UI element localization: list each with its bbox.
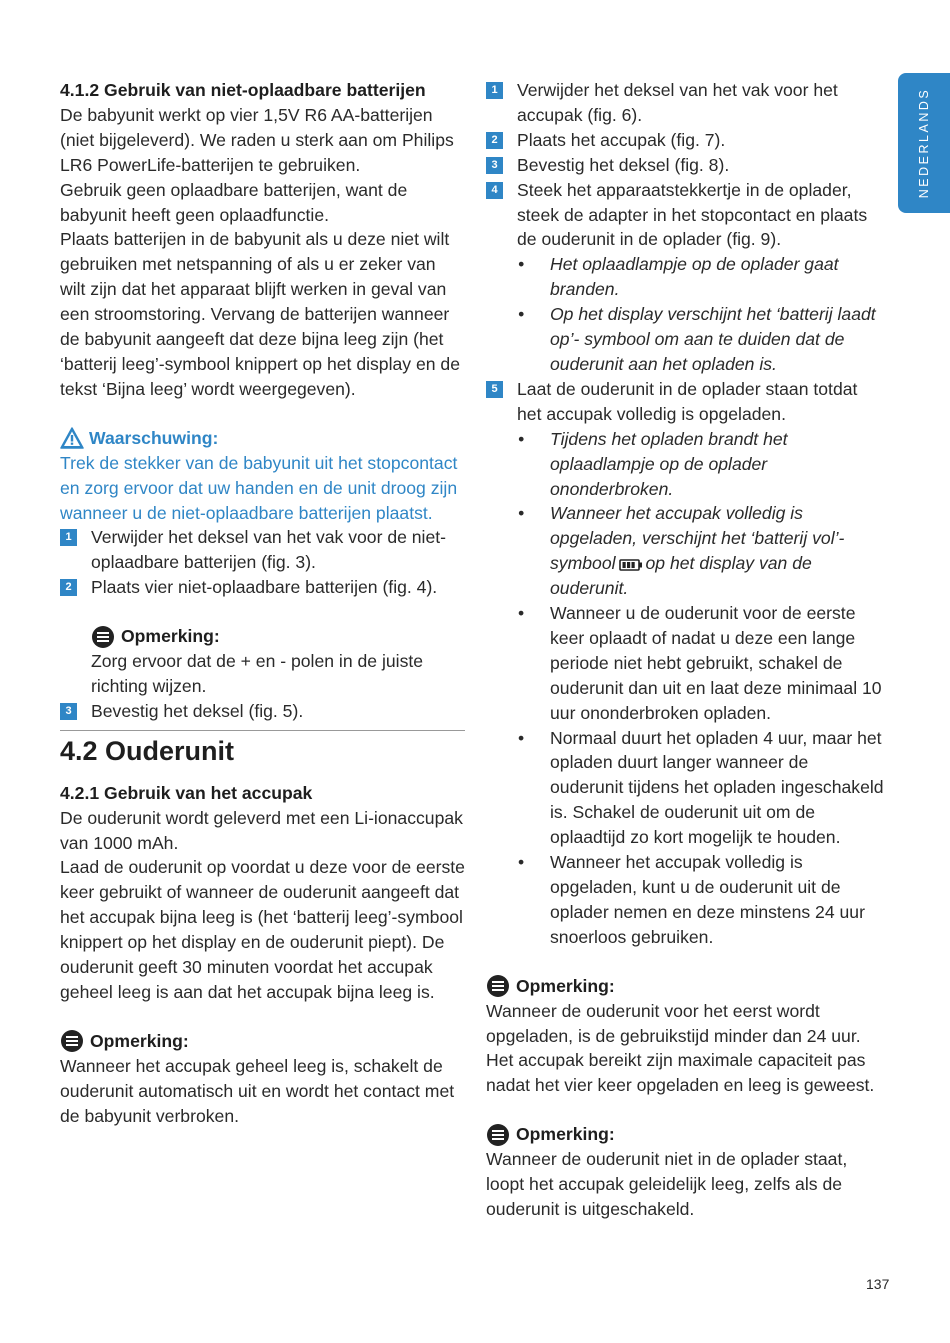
paragraph: Laad de ouderunit op voordat u deze voor de eerste keer gebruikt of wanneer de ouderunit aangeeft dat het accupak bijna leeg is (het ‘batterij leeg’-symbool knippert op het display en de ouderunit piept). De ouderunit geeft 30 minuten voordat het accupak geheel leeg is aan dat het accupak bijna leeg is. <box>60 857 465 1002</box>
step-text: Plaats het accupak (fig. 7). <box>517 129 726 150</box>
warning-heading <box>60 426 465 451</box>
paragraph: De ouderunit wordt geleverd met een Li-ionaccupak van 1000 mAh. <box>60 807 463 853</box>
note-text: Wanneer het accupak geheel leeg is, schakelt de ouderunit automatisch uit en wordt het contact met de babyunit verbroken. <box>60 1055 455 1126</box>
list-item-text: op het display van de ouderunit. <box>550 553 812 599</box>
step-item <box>60 525 465 575</box>
warning-text: Trek de stekker van de babyunit uit het stopcontact en zorg ervoor dat uw handen en de unit droog zijn wanneer u de niet-oplaadbare batterijen plaatst. <box>60 452 458 523</box>
list-item: • Het oplaadlampje op de oplader gaat branden. <box>518 252 886 302</box>
paragraph: Plaats batterijen in de babyunit als u deze niet wilt gebruiken met netspanning of als u er zeker van wilt zijn dat het apparaat blijft werken in geval van een stroomstoring. Vervang de batterijen wanneer de babyunit aangeeft dat deze bijna leeg zijn (het ‘batterij leeg’-symbool knippert op het display en de tekst ‘Bijna leeg’ wordt weergegeven). <box>60 229 461 399</box>
warning-icon <box>60 427 84 449</box>
note-label: Opmerking: <box>516 1124 615 1145</box>
step-item <box>486 377 886 427</box>
right-column <box>486 78 886 1222</box>
step-number: 2 <box>60 579 77 596</box>
note-heading <box>60 624 465 649</box>
step-text: Steek het apparaatstekkertje in de oplader, steek de adapter in het stopcontact en plaats de ouderunit in de oplader (fig. 9). <box>517 179 868 250</box>
page-number: 137 <box>866 1276 890 1292</box>
note-label: Opmerking: <box>121 626 220 647</box>
list-item: • Tijdens het opladen brandt het oplaadlampje op de oplader ononderbroken. <box>518 427 886 502</box>
step-item <box>486 128 886 153</box>
step-number: 2 <box>486 132 503 149</box>
bullet-list <box>486 427 886 950</box>
warning-label: Waarschuwing: <box>89 427 219 448</box>
note-label: Opmerking: <box>516 975 615 996</box>
note-heading <box>486 1122 886 1147</box>
section-4-1-2-title: 4.1.2 Gebruik van niet-oplaadbare batterijen <box>60 80 426 100</box>
note-icon <box>486 974 510 998</box>
section-4-2-title: 4.2 Ouderunit <box>60 730 465 769</box>
bullet-list <box>486 252 886 377</box>
paragraph: De babyunit werkt op vier 1,5V R6 AA-batterijen (niet bijgeleverd). We raden u sterk aan om Philips LR6 PowerLife-batterijen te gebruiken. <box>60 104 454 175</box>
list-item: • Wanneer u de ouderunit voor de eerste keer oplaadt of nadat u deze een lange periode niet hebt gebruikt, schakel de ouderunit dan uit en laat deze minimaal 10 uur ononderbroken opladen. <box>518 601 886 726</box>
note-heading <box>486 974 886 999</box>
left-column <box>60 78 465 1129</box>
step-item <box>60 575 465 600</box>
battery-full-icon <box>619 559 643 571</box>
step-number: 1 <box>60 529 77 546</box>
step-number: 1 <box>486 82 503 99</box>
note-label: Opmerking: <box>90 1030 189 1051</box>
step-item <box>60 699 465 724</box>
step-number: 4 <box>486 182 503 199</box>
step-item <box>486 78 886 128</box>
step-text: Verwijder het deksel van het vak voor de niet-oplaadbare batterijen (fig. 3). <box>91 527 447 573</box>
language-tab <box>898 73 950 213</box>
list-item: • Wanneer het accupak volledig is opgeladen, kunt u de ouderunit uit de oplader nemen en deze minstens 24 uur snoerloos gebruiken. <box>518 850 886 950</box>
list-item: • Normaal duurt het opladen 4 uur, maar het opladen duurt langer wanneer de ouderunit tijdens het opladen ingeschakeld is. Schakel de ouderunit uit om de oplaadtijd zo kort mogelijk te houden. <box>518 726 886 851</box>
step-text: Laat de ouderunit in de oplader staan totdat het accupak volledig is opgeladen. <box>517 378 858 424</box>
note-text: Zorg ervoor dat de + en - polen in de juiste richting wijzen. <box>91 651 424 696</box>
step-text: Bevestig het deksel (fig. 5). <box>91 700 304 721</box>
step-text: Plaats vier niet-oplaadbare batterijen (fig. 4). <box>91 577 438 598</box>
step-text: Verwijder het deksel van het vak voor het accupak (fig. 6). <box>517 80 838 125</box>
step-text: Bevestig het deksel (fig. 8). <box>517 154 730 175</box>
note-icon <box>486 1123 510 1147</box>
note-icon <box>60 1029 84 1053</box>
step-number: 3 <box>60 703 77 720</box>
list-item: • Op het display verschijnt het ‘batterij laadt op’- symbool om aan te duiden dat de ouderunit aan het opladen is. <box>518 302 886 377</box>
step-item <box>486 178 886 253</box>
list-item-text: Wanneer het accupak volledig is opgeladen, verschijnt het ‘batterij vol’-symbool <box>550 503 845 574</box>
language-tab-label: NEDERLANDS <box>917 87 931 199</box>
note-icon <box>91 625 115 649</box>
step-number: 5 <box>486 381 503 398</box>
note-heading <box>60 1029 465 1054</box>
section-4-2-1-title: 4.2.1 Gebruik van het accupak <box>60 782 313 803</box>
step-item <box>486 153 886 178</box>
note-text: Wanneer de ouderunit voor het eerst wordt opgeladen, is de gebruikstijd minder dan 24 uur. Het accupak bereikt zijn maximale capaciteit pas nadat het vier keer opgeladen en leeg is geweest. <box>486 1000 875 1096</box>
step-number: 3 <box>486 157 503 174</box>
note-text: Wanneer de ouderunit niet in de oplader staat, loopt het accupak geleidelijk leeg, zelfs als de ouderunit is uitgeschakeld. <box>486 1149 848 1219</box>
paragraph: Gebruik geen oplaadbare batterijen, want de babyunit heeft geen oplaadfunctie. <box>60 179 408 225</box>
list-item <box>518 501 886 601</box>
